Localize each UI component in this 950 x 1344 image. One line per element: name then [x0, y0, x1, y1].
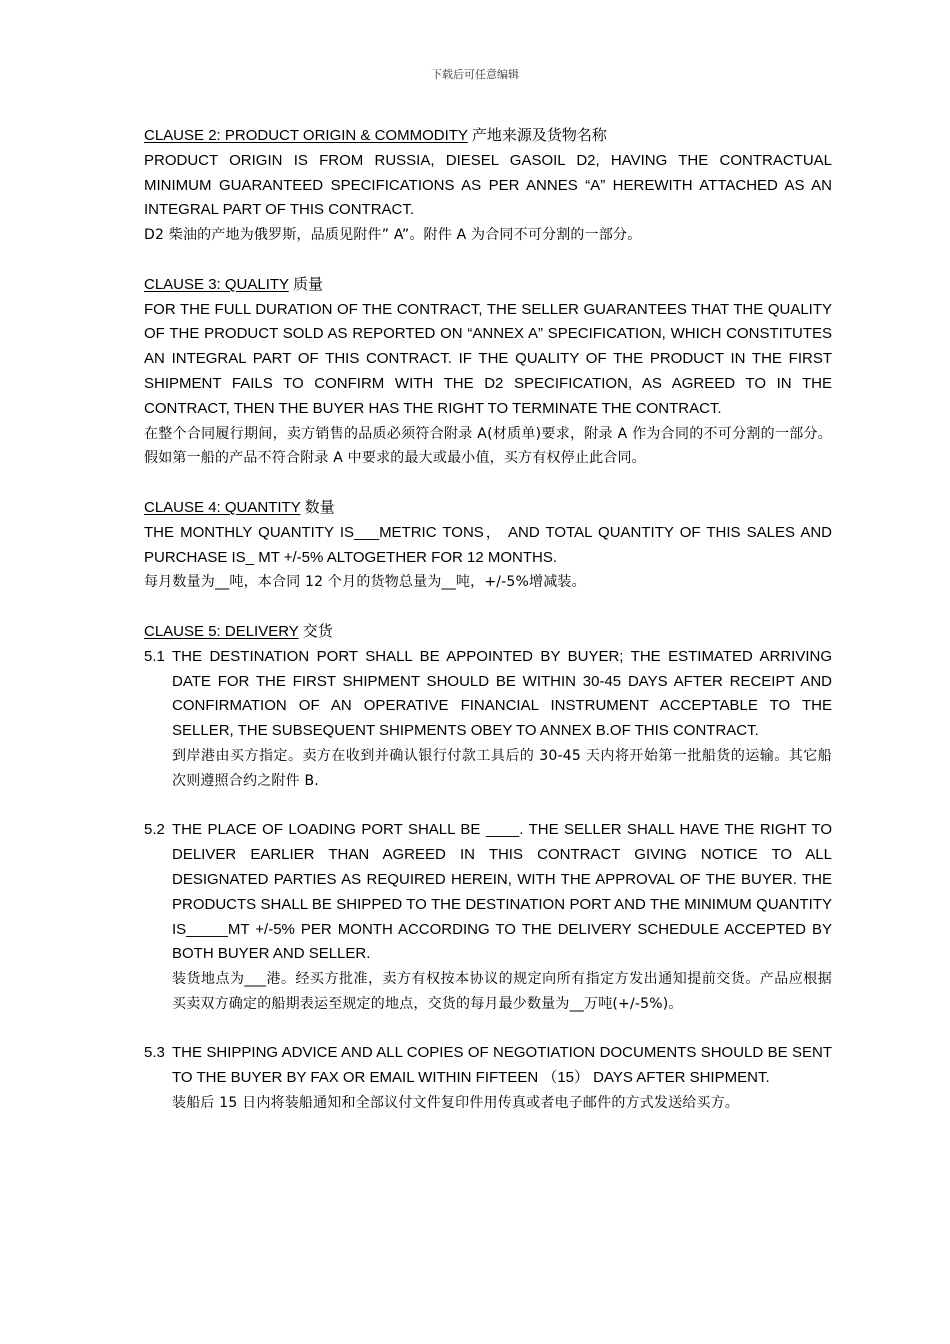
clause-5-3-number: 5.3: [144, 1044, 165, 1062]
clause-5-1: [144, 645, 832, 794]
page-header: 下载后可任意编辑: [431, 68, 519, 81]
clause-5-1-body-cn: 到岸港由买方指定。卖方在收到并确认银行付款工具后的 30-45 天内将开始第一批船货的运输。其它船次则遵照合约之附件 B.: [172, 747, 832, 789]
clause-5-1-body-en: THE DESTINATION PORT SHALL BE APPOINTED BY BUYER; THE ESTIMATED ARRIVING DATE FOR THE FIRST SHIPMENT SHOULD BE WITHIN 30-45 DAYS AFTER RECEIPT AND CONFIRMATION OF AN OPERATIVE FINANCIAL INSTRUMENT ACCEPTABLE TO THE SELLER, THE SUBSEQUENT SHIPMENTS OBEY TO ANNEX B.OF THIS CONTRACT.: [172, 647, 832, 740]
clause-2: [144, 124, 832, 248]
clause-5-3-body-en: THE SHIPPING ADVICE AND ALL COPIES OF NEGOTIATION DOCUMENTS SHOULD BE SENT TO THE BUYER BY FAX OR EMAIL WITHIN FIFTEEN （15） DAYS AFTER SHIPMENT.: [172, 1044, 832, 1087]
clause-3-title: [144, 273, 832, 298]
clause-3-title-en: CLAUSE 3: QUALITY: [144, 275, 289, 293]
clause-5-2-body-cn: 装货地点为___港。经买方批准，卖方有权按本协议的规定向所有指定方发出通知提前交货。产品应根据买卖双方确定的船期表运至规定的地点，交货的每月最少数量为__万吨(+/-5%)。: [172, 971, 832, 1012]
clause-3-body-en: FOR THE FULL DURATION OF THE CONTRACT, THE SELLER GUARANTEES THAT THE QUALITY OF THE PRODUCT SOLD AS REPORTED ON “ANNEX A” SPECIFICATION, WHICH CONSTITUTES AN INTEGRAL PART OF THIS CONTRACT. IF THE QUALITY OF THE PRODUCT IN THE FIRST SHIPMENT FAILS TO CONFIRM WITH THE D2 SPECIFICATION, AS AGREED TO IN THE CONTRACT, THEN THE BUYER HAS THE RIGHT TO TERMINATE THE CONTRACT.: [144, 300, 832, 417]
clause-5-3-body: [172, 1041, 832, 1115]
document-body: [144, 124, 832, 1116]
clause-5-title-en: CLAUSE 5: DELIVERY: [144, 622, 299, 640]
clause-2-body-en: PRODUCT ORIGIN IS FROM RUSSIA, DIESEL GASOIL D2, HAVING THE CONTRACTUAL MINIMUM GUARANTEED SPECIFICATIONS AS PER ANNES “A” HEREWITH ATTACHED AS AN INTEGRAL PART OF THIS CONTRACT.: [144, 151, 832, 219]
clause-5-1-number: 5.1: [144, 647, 165, 665]
clause-5-2-body-en: THE PLACE OF LOADING PORT SHALL BE ____. THE SELLER SHALL HAVE THE RIGHT TO DELIVER EARLIER THAN AGREED IN THIS CONTRACT GIVING NOTICE TO ALL DESIGNATED PARTIES AS REQUIRED HEREIN, WITH THE APPROVAL OF THE BUYER. THE PRODUCTS SHALL BE SHIPPED TO THE DESTINATION PORT AND THE MINIMUM QUANTITY IS_____MT +/-5% PER MONTH ACCORDING TO THE DELIVERY SCHEDULE ACCEPTED BY BOTH BUYER AND SELLER.: [172, 821, 832, 963]
clause-4-title-cn: 数量: [300, 498, 335, 516]
clause-5-3-body-cn: 装船后 15 日内将装船通知和全部议付文件复印件用传真或者电子邮件的方式发送给买方。: [172, 1095, 740, 1112]
clause-4-body-en: THE MONTHLY QUANTITY IS___METRIC TONS， AND TOTAL QUANTITY OF THIS SALES AND PURCHASE IS_ MT +/-5% ALTOGETHER FOR 12 MONTHS.: [144, 523, 832, 566]
clause-5-1-body: [172, 645, 832, 794]
clause-4-body-cn: 每月数量为__吨，本合同 12 个月的货物总量为__吨，+/-5%增减装。: [144, 574, 586, 591]
clause-5-title-cn: 交货: [298, 622, 333, 640]
clause-2-title: [144, 124, 832, 149]
clause-4-title-en: CLAUSE 4: QUANTITY: [144, 498, 301, 516]
clause-5-2-number: 5.2: [144, 821, 165, 839]
clause-2-title-en: CLAUSE 2: PRODUCT ORIGIN & COMMODITY: [144, 127, 468, 144]
clause-5-2: [144, 818, 832, 1016]
clause-4: [144, 496, 832, 595]
clause-5-3: [144, 1041, 832, 1115]
clause-2-body-cn: D2 柴油的产地为俄罗斯，品质见附件” A”。附件 A 为合同不可分割的一部分。: [144, 227, 642, 244]
clause-2-title-cn: 产地来源及货物名称: [467, 127, 607, 144]
clause-5-title: [144, 620, 832, 645]
clause-3-body-cn: 在整个合同履行期间，卖方销售的品质必须符合附录 A(材质单)要求，附录 A 作为合同的不可分割的一部分。假如第一船的产品不符合附录 A 中要求的最大或最小值，买方有权停止此合同。: [144, 425, 832, 467]
clause-3: [144, 273, 832, 471]
clause-5-2-body: [172, 818, 832, 1016]
clause-4-title: [144, 496, 832, 521]
clause-5: [144, 620, 832, 1116]
clause-3-title-cn: 质量: [288, 275, 323, 293]
